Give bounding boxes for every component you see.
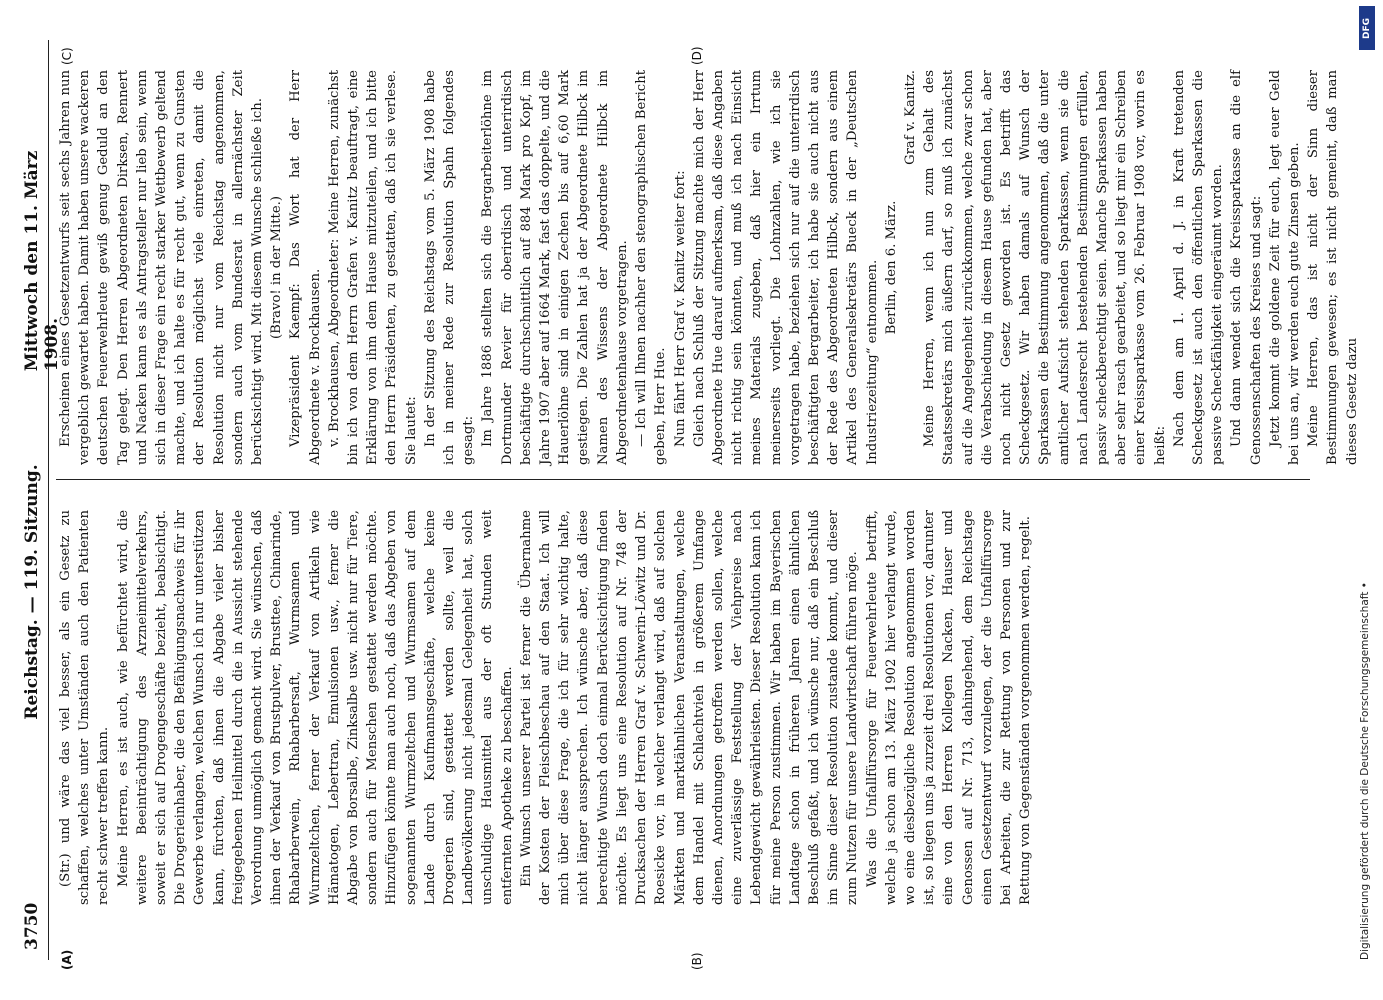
paragraph: Vizepräsident Kaempf: Das Wort hat der Herr Abgeordnete v. Brockhausen.: [288, 70, 323, 465]
paragraph: Was die Unfallfürsorge für Feuerwehrleute betrifft, welche ja schon am 13. März 1902 hier verlangt wurde, wo eine diesbezügliche Resolution angenommen worden ist, so liegen uns ja zurzeit drei Resolutionen vor, darunter eine von den Herren Kollegen Nacken, Hauser und Genossen auf Nr. 713, dahingehend, dem Reichstage einen Gesetzentwurf vorzulegen, der die Unfallfürsorge bei Arbeiten, die zur Rettung von Personen und zur Rettung von Gegenständen vorgenommen werden, regelt.: [864, 510, 1034, 905]
text-column-left: [56, 510, 1310, 905]
paragraph: Meine Herren, das ist nicht der Sinn dieser Bestimmungen gewesen; es ist nicht gemeint, daß man dieses Gesetz dazu: [1306, 70, 1360, 465]
header-left-title: Reichstag. — 119. Sitzung.: [22, 464, 42, 720]
paragraph: v. Brockhausen, Abgeordneter: Meine Herren, zunächst bin ich von dem Herrn Grafen v. Kanitz beauftragt, eine Erklärung von ihm dem Hause mitzuteilen, und ich bitte den Herrn Präsidenten, zu gestatten, daß ich sie verlese. Sie lautet:: [326, 70, 419, 465]
funding-notice: Digitalisierung gefördert durch die Deutsche Forschungsgemeinschaft •: [1359, 582, 1371, 960]
quote-paragraph: Gleich nach Schluß der Sitzung machte mich der Herr Abgeordnete Hue darauf aufmerksam, daß diese Angaben nicht richtig sein könnten, und muß ich nach Einsicht meines Materials zugeben, daß hier ein Irrtum meinerseits vorliegt. Die Lohnzahlen, wie ich sie vorgetragen habe, beziehen sich nur auf die unterirdisch beschäftigten Bergarbeiter, ich habe sie auch nicht aus der Rede des Abgeordneten Hilbck, sondern aus einem Artikel des Generalsekretärs Bueck in der „Deutschen Industriezeitung“ entnommen.: [691, 70, 880, 465]
margin-mark-b: (B): [690, 952, 704, 970]
margin-mark-d: (D): [690, 46, 704, 65]
paragraph: Ein Wunsch unserer Partei ist ferner die Übernahme der Kosten der Fleischbeschau auf den Staat. Ich will mich über diese Frage, die ich für sehr wichtig halte, nicht länger aussprechen. Ich wünsche aber, daß diese berechtigte Wunsch doch einmal Berücksichtigung finden möchte. Es liegt uns eine Resolution auf Nr. 748 der Drucksachen der Herren Graf v. Schwerin-Löwitz und Dr. Roesicke vor, in welcher verlangt wird, daß auf solchen Märkten und marktähnlichen Veranstaltungen, welche dem Handel mit Schlachtvieh in größerem Umfange dienen, Anordnungen getroffen werden sollen, welche eine zuverlässige Feststellung der Viehpreise nach Lebendgewicht gewährleisten. Dieser Resolution kann ich für meine Person zustimmen. Wir haben im Bayerischen Landtage schon in früheren Jahren einen ähnlichen Beschluß gefaßt, und ich wünsche nur, daß ein Beschluß im Sinne dieser Resolution zustande kommt, und dieser zum Nutzen für unsere Landwirtschaft führen möge.: [518, 510, 861, 905]
dateline: Berlin, den 6. März.: [883, 200, 899, 335]
margin-mark-c: (C): [60, 47, 74, 65]
page-header: [18, 40, 62, 960]
dfg-logo: DFG: [1359, 6, 1375, 50]
paragraph: Und dann wendet sich die Kreissparkasse an die elf Genossenschaften des Kreises und sagt:: [1229, 70, 1264, 465]
signature-line: Graf v. Kanitz.: [902, 70, 918, 165]
paragraph: In der Sitzung des Reichstags vom 5. März 1908 habe ich in meiner Rede zur Resolution Spahn folgendes gesagt:: [422, 70, 477, 465]
quote-paragraph: Im Jahre 1886 stellten sich die Bergarbeiterlöhne im Dortmunder Revier für oberirdisch und unterirdisch beschäftigte durchschnittlich auf 884 Mark pro Kopf, im Jahre 1907 aber auf 1664 Mark, fast das doppelte, und die Hauerlöhne sind in einigen Zechen bis auf 6,60 Mark gestiegen. Die Zahlen hat ja der Abgeordnete Hilbck im Namen des Wissens der Abgeordnete Hilbck im Abgeordnetenhause vorgetragen.: [480, 70, 630, 465]
quote-paragraph: Jetzt kommt die goldene Zeit für euch, legt euer Geld bei uns an, wir werden euch gute Zinsen geben.: [1267, 70, 1302, 465]
margin-mark-a: (A): [60, 949, 74, 970]
header-right-title: Mittwoch den 11. März 1908.: [22, 150, 62, 372]
paragraph: Meine Herren, es ist auch, wie befürchtet wird, die weitere Beeinträchtigung des Arzneimittelverkehrs, soweit er sich auf Drogengeschäfte bezieht, beabsichtigt. Die Drogerieinhaber, die den Befähigungsnachweis für ihr Gewerbe verlangen, welchen Wunsch ich nur unterstützen kann, fürchten, daß ihnen die Abgabe vieler bisher freigegebenen Heilmittel durch die in Aussicht stehende Verordnung unmöglich gemacht wird. Sie wünschen, daß ihnen der Verkauf von Brustpulver, Brusttee, Chinarinde, Rhabarberwein, Rhabarbersaft, Wurmsamen und Wurmzeltchen, ferner der Verkauf von Artikeln wie Hämatogen, Lebertran, Emulsionen usw., ferner die Abgabe von Borsalbe, Zinksalbe usw. nicht nur für Tiere, sondern auch für Menschen gestattet werden möchte. Hinzufügen könnte man auch noch, daß das Abgeben von sogenannten Wurmzeltchen und Wurmsamen auf dem Lande durch Kaufmannsgeschäfte, welche keine Drogerien sind, gestattet werden sollte, weil die Landbevölkerung nicht jedesmal Gelegenheit hat, solch unschuldige Hausmittel aus der oft Stunden weit entfernten Apotheke zu beschaffen.: [115, 510, 515, 905]
paragraph: (Str.) und wäre das viel besser, als ein Gesetz zu schaffen, welches unter Umständen auch den Patienten recht schwer treffen kann.: [58, 510, 112, 905]
page-number: 3750: [22, 902, 42, 950]
applause-note: (Bravo! in der Mitte.): [269, 196, 285, 339]
text-column-right: [56, 70, 1360, 480]
paragraph: Erscheinen eines Gesetzentwurfs seit sechs Jahren nun vergeblich gewartet haben. Damit haben unsere wackeren deutschen Feuerwehrleute gewiß genug Geduld an den Tag gelegt. Den Herren Abgeordneten Dirksen, Rennert und Nacken kann es als Antragsteller nur lieb sein, wenn sich in dieser Frage ein recht starker Wettbewerb geltend machte, und ich halte es für recht gut, wenn zu Gunsten der Resolution möglichst viele einreten, damit die Resolution nicht nur vom Reichstag angenommen, sondern auch vom Bundesrat in allernächster Zeit berücksichtigt wird. Mit diesem Wunsche schließe ich.: [58, 70, 266, 465]
paragraph: Meine Herren, wenn ich nun zum Gehalt des Staatssekretärs mich äußern darf, so muß ich zunächst auf die Angelegenheit zurückkommen, welche zwar schon die Verabschiedung in diesem Hause gefunden hat, aber noch nicht Gesetz geworden ist. Es betrifft das Scheckgesetz. Wir haben damals auf Wunsch der Sparkassen die Bestimmung angenommen, daß die unter amtlicher Aufsicht stehenden Sparkassen, wenn sie die nach Landesrecht bestehenden Bestimmungen erfüllen, passiv scheckberechtigt seien. Manche Sparkassen haben aber sehr rasch gearbeitet, und so liegt mir ein Schreiben einer Kreissparkasse vom 26. Februar 1908 vor, worin es heißt:: [922, 70, 1168, 465]
paragraph: — Ich will Ihnen nachher den stenographischen Bericht geben, Herr Hue.: [634, 70, 669, 465]
quote-paragraph: Nach dem am 1. April d. J. in Kraft tretenden Scheckgesetz ist auch den öffentlichen Sparkassen die passive Scheckfähigkeit eingeräumt worden.: [1171, 70, 1226, 465]
paragraph: Nun fährt Herr Graf v. Kanitz weiter fort:: [672, 170, 688, 447]
